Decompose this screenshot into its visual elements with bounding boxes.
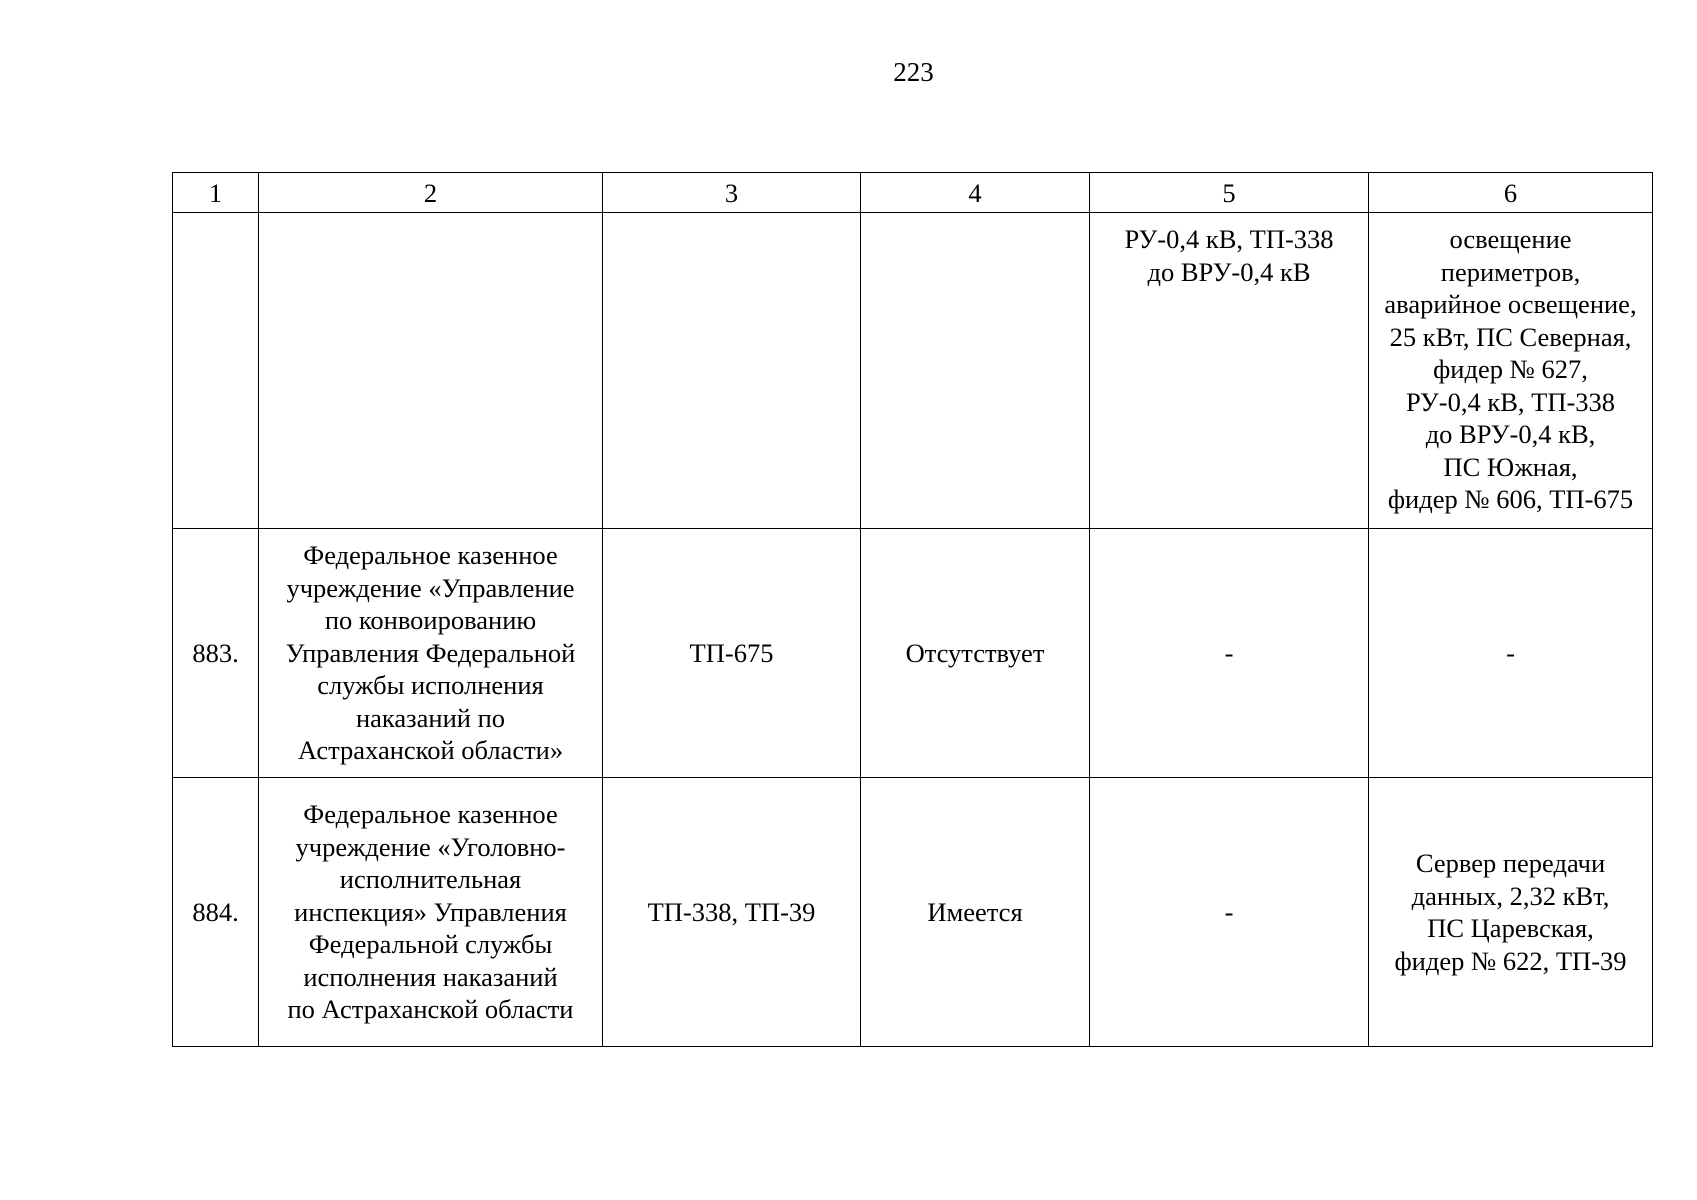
row-number-cell: 884. [173,778,259,1047]
column-header: 2 [259,173,603,213]
table-row [173,778,1653,1047]
table-cell: ТП-338, ТП-39 [603,778,861,1047]
column-header: 4 [861,173,1090,213]
table-cell: Имеется [861,778,1090,1047]
table-cell: Отсутствует [861,529,1090,778]
table-cell: ТП-675 [603,529,861,778]
table-cell: - [1090,529,1369,778]
organization-cell: Федеральное казенное учреждение «Уголовно- исполнительная инспекция» Управления Федеральной службы исполнения наказаний по Астраханской области [259,778,603,1047]
table-cell: Сервер передачи данных, 2,32 кВт, ПС Царевская, фидер № 622, ТП-39 [1369,778,1653,1047]
data-table [172,172,1653,1047]
column-header: 3 [603,173,861,213]
table-cell: - [1090,778,1369,1047]
table-header-row [173,173,1653,213]
table-cell [861,213,1090,529]
row-number-cell: 883. [173,529,259,778]
page-number: 223 [893,57,934,87]
column-header: 5 [1090,173,1369,213]
column-header: 6 [1369,173,1653,213]
organization-cell: Федеральное казенное учреждение «Управление по конвоированию Управления Федеральной службы исполнения наказаний по Астраханской области» [259,529,603,778]
table-cell: - [1369,529,1653,778]
table-cell: РУ-0,4 кВ, ТП-338 до ВРУ-0,4 кВ [1090,213,1369,529]
table-cell [173,213,259,529]
table-cell [603,213,861,529]
table-cell [259,213,603,529]
table-row [173,529,1653,778]
table-row [173,213,1653,529]
column-header: 1 [173,173,259,213]
table-cell: освещение периметров, аварийное освещение, 25 кВт, ПС Северная, фидер № 627, РУ-0,4 кВ, ТП-338 до ВРУ-0,4 кВ, ПС Южная, фидер № 606, ТП-675 [1369,213,1653,529]
